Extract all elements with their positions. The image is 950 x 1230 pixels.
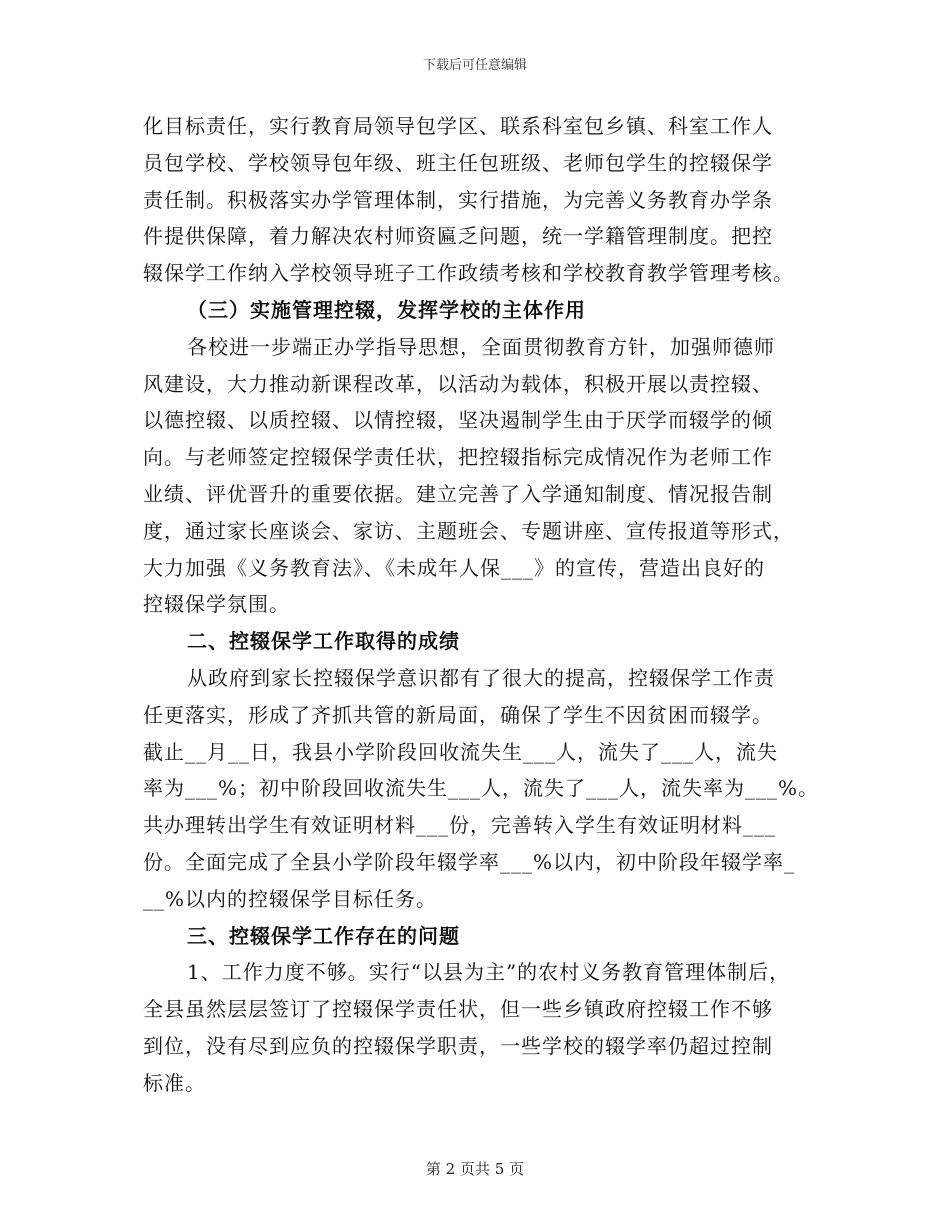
section-heading: （三）实施管理控辍，发挥学校的主体作用 [187,297,586,322]
text-line: 度，通过家长座谈会、家访、主题班会、专题讲座、宣传报道等形式， [143,518,794,543]
text-line: 员包学校、学校领导包年级、班主任包班级、老师包学生的控辍保学 [143,150,773,175]
text-line: 截止__月__日，我县小学阶段回收流失生___人，流失了___人，流失 [143,739,778,764]
text-line: 大力加强《义务教育法》、《未成年人保___》的宣传，营造出良好的 [143,555,765,580]
text-line: 化目标责任，实行教育局领导包学区、联系科室包乡镇、科室工作人 [143,114,773,138]
text-line: 任更落实，形成了齐抓共管的新局面，确保了学生不因贫困而辍学。 [143,702,773,727]
text-line: 责任制。积极落实办学管理体制，实行措施，为完善义务教育办学条 [143,187,773,212]
section-heading: 三、控辍保学工作存在的问题 [187,923,460,948]
text-line: 件提供保障，着力解决农村师资匾乏问题，统一学籍管理制度。把控 [143,224,773,249]
page-header: 下载后可任意编辑 [422,58,527,73]
document-body [143,108,823,1102]
paragraph-first-line: 各校进一步端正办学指导思想，全面贯彻教育方针，加强师德师 [187,334,775,359]
text-line: 标准。 [143,1070,206,1095]
text-line: 业绩、评优晋升的重要依据。建立完善了入学通知制度、情况报告制 [143,481,773,506]
text-line: 率为___%；初中阶段回收流失生___人，流失了___人，流失率为___%。 [143,776,820,801]
text-line: 共办理转出学生有效证明材料___份，完善转入学生有效证明材料___ [143,813,776,838]
text-line: 辍保学工作纳入学校领导班子工作政绩考核和学校教育教学管理考核。 [143,261,794,286]
text-line: 以德控辍、以质控辍、以情控辍，坚决遏制学生由于厌学而辍学的倾 [143,408,773,433]
paragraph-first-line: 从政府到家长控辍保学意识都有了很大的提高，控辍保学工作责 [187,665,775,690]
section-heading: 二、控辍保学工作取得的成绩 [187,629,460,654]
text-line: 份。全面完成了全县小学阶段年辍学率___%以内，初中阶段年辍学率_ [143,849,796,874]
text-line: 到位，没有尽到应负的控辍保学职责，一些学校的辍学率仍超过控制 [143,1033,773,1058]
text-line: 控辍保学氛围。 [143,592,290,617]
page-footer: 第 2 页共 5 页 [425,1160,525,1178]
paragraph-first-line: 1、工作力度不够。实行“以县为主”的农村义务教育管理体制后， [187,960,791,985]
text-line: 全县虽然层层签订了控辍保学责任状，但一些乡镇政府控辍工作不够 [143,997,773,1022]
text-line: 风建设，大力推动新课程改革，以活动为载体，积极开展以责控辍、 [143,371,773,396]
text-line: 向。与老师签定控辍保学责任状，把控辍指标完成情况作为老师工作 [143,445,773,470]
text-line: __%以内的控辍保学目标任务。 [143,886,438,911]
